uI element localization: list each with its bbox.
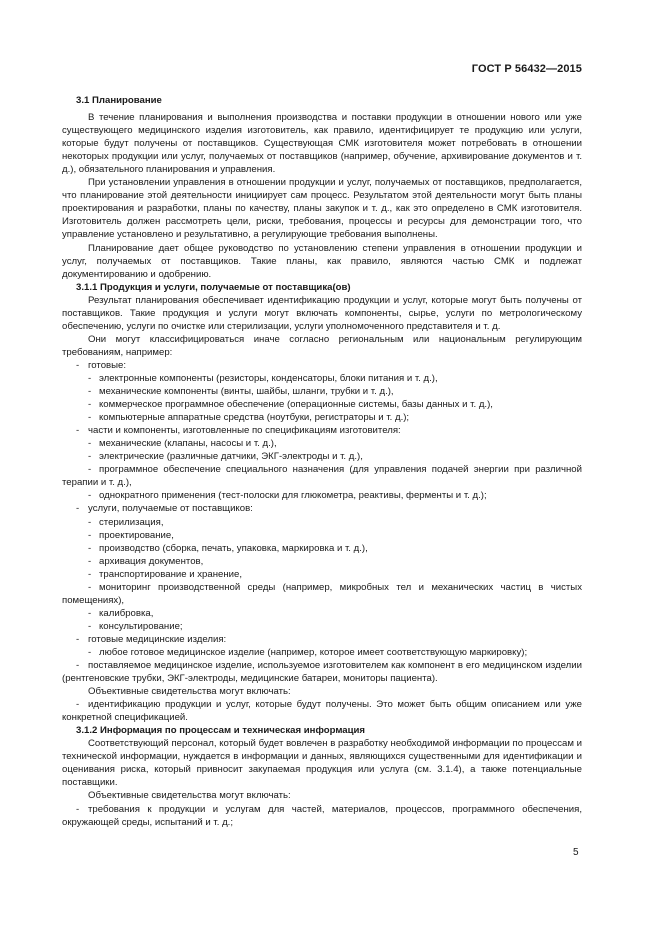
paragraph: Они могут классифицироваться иначе согласно региональным или национальным регулирующим требованиям, например: — [62, 333, 582, 358]
list-marker: - — [76, 359, 80, 371]
list-marker: - — [88, 490, 92, 502]
list-marker: - — [88, 620, 92, 632]
list-item: - стерилизация, — [88, 516, 164, 528]
list-item: - идентификацию продукции и услуг, которые будут получены. Это может быть общим описанием или уже конкретной спецификацией. — [62, 699, 582, 724]
list-item: - коммерческое программное обеспечение (операционные системы, базы данных и т. д.), — [88, 399, 493, 411]
page-number: 5 — [573, 847, 579, 858]
paragraph: Объективные свидетельства могут включать: — [88, 686, 291, 698]
list-marker: - — [88, 555, 92, 567]
list-item: - консультирование; — [88, 620, 183, 632]
list-item: - архивация документов, — [88, 555, 204, 567]
list-marker: - — [88, 607, 92, 619]
list-marker: - — [88, 542, 92, 554]
list-item: - компьютерные аппаратные средства (ноутбуки, регистраторы и т. д.); — [88, 412, 410, 424]
list-item: - готовые: — [76, 359, 127, 371]
list-item: - готовые медицинские изделия: — [76, 633, 227, 645]
standard-number: ГОСТ Р 56432—2015 — [471, 63, 582, 75]
list-item: - услуги, получаемые от поставщиков: — [76, 503, 253, 515]
list-marker: - — [88, 516, 92, 528]
list-marker: - — [88, 529, 92, 541]
list-item: - мониторинг производственной среды (например, микробных тел и механических частиц в чистых помещениях), — [62, 581, 582, 606]
list-item: - проектирование, — [88, 529, 174, 541]
list-item: - программное обеспечение специального назначения (для управления подачей энергии при различной терапии и т. д.), — [62, 464, 582, 489]
paragraph: Соответствующий персонал, который будет вовлечен в разработку необходимой информации по процессам и технической информации, нуждается в информации и данных, являющихся существенными для идентификации и оценивания риска, который привносит закупаемая продукция или услуга (см. 3.1.4), а также потенциальные поставщики. — [62, 738, 582, 789]
list-item: - механические компоненты (винты, шайбы, шланги, трубки и т. д.), — [88, 386, 394, 398]
list-item: - требования к продукции и услугам для частей, материалов, процессов, программного обеспечения, окружающей среды, испытаний и т. д.; — [62, 803, 582, 828]
paragraph: При установлении управления в отношении продукции и услуг, получаемых от поставщиков, предполагается, что планирование этой деятельности инициирует сам процесс. Результатом этой деятельности могут быть планы проектирования и разработки, планы по качеству, планы закупок и т. д., как это определено в СМК изготовителя. Изготовитель должен рассмотреть цели, риски, требования, процессы и ресурсы для демонстрации того, что управление установлено и результативно, а регулирующие требования выполнены. — [62, 177, 582, 241]
list-item: - однократного применения (тест-полоски для глюкометра, реактивы, ферменты и т. д.); — [88, 490, 487, 502]
paragraph: Результат планирования обеспечивает идентификацию продукции и услуг, которые могут быть получены от поставщиков. Такие продукция и услуги могут включать компоненты, сырье, услуги по метрологическому обеспечению, услуги по очистке или стерилизации, услуги уполномоченного представителя и т. д. — [62, 294, 582, 332]
paragraph: Объективные свидетельства могут включать: — [88, 790, 291, 802]
document-body — [62, 94, 582, 829]
list-marker: - — [88, 412, 92, 424]
paragraph: Планирование дает общее руководство по установлению степени управления в отношении продукции и услуг, получаемых от поставщиков. Такие планы, как правило, являются частью СМК и подлежат документированию и одобрению. — [62, 242, 582, 280]
list-item: - любое готовое медицинское изделие (например, которое имеет соответствующую маркировку); — [88, 646, 528, 658]
subsection-title: 3.1.2 Информация по процессам и техническая информация — [76, 725, 366, 737]
list-item: - калибровка, — [88, 607, 154, 619]
list-marker: - — [88, 646, 92, 658]
list-item: - транспортирование и хранение, — [88, 568, 243, 580]
list-marker: - — [88, 386, 92, 398]
list-marker: - — [88, 399, 92, 411]
list-marker: - — [88, 438, 92, 450]
list-marker: - — [88, 581, 92, 593]
list-marker: - — [88, 568, 92, 580]
section-title: 3.1 Планирование — [76, 95, 162, 106]
list-item: - электронные компоненты (резисторы, конденсаторы, блоки питания и т. д.), — [88, 372, 438, 384]
list-marker: - — [76, 699, 80, 711]
list-marker: - — [76, 660, 80, 672]
list-marker: - — [88, 372, 92, 384]
list-item: - поставляемое медицинское изделие, используемое изготовителем как компонент в его медицинском изделии (рентгеновские трубки, ЭКГ-электроды, медицинские батареи, мониторы пациента). — [62, 660, 582, 685]
list-item: - части и компоненты, изготовленные по спецификациям изготовителя: — [76, 425, 401, 437]
list-marker: - — [76, 633, 80, 645]
subsection-title: 3.1.1 Продукция и услуги, получаемые от поставщика(ов) — [76, 281, 351, 293]
list-item: - производство (сборка, печать, упаковка, маркировка и т. д.), — [88, 542, 368, 554]
list-item: - механические (клапаны, насосы и т. д.), — [88, 438, 277, 450]
list-item: - электрические (различные датчики, ЭКГ-электроды и т. д.), — [88, 451, 363, 463]
list-marker: - — [76, 803, 80, 815]
list-marker: - — [88, 464, 92, 476]
list-marker: - — [88, 451, 92, 463]
list-marker: - — [76, 425, 80, 437]
list-marker: - — [76, 503, 80, 515]
paragraph: В течение планирования и выполнения производства и поставки продукции в отношении нового или уже существующего медицинского изделия изготовитель, как правило, идентифицирует те продукцию или услуги, которые будут получены от поставщиков. Существующая СМК изготовителя может потребовать в отношении некоторых продукции или услуг, получаемых от поставщиков (например, обучение, архивирование документов и т. д.), обязательного планирования и управления. — [62, 112, 582, 176]
